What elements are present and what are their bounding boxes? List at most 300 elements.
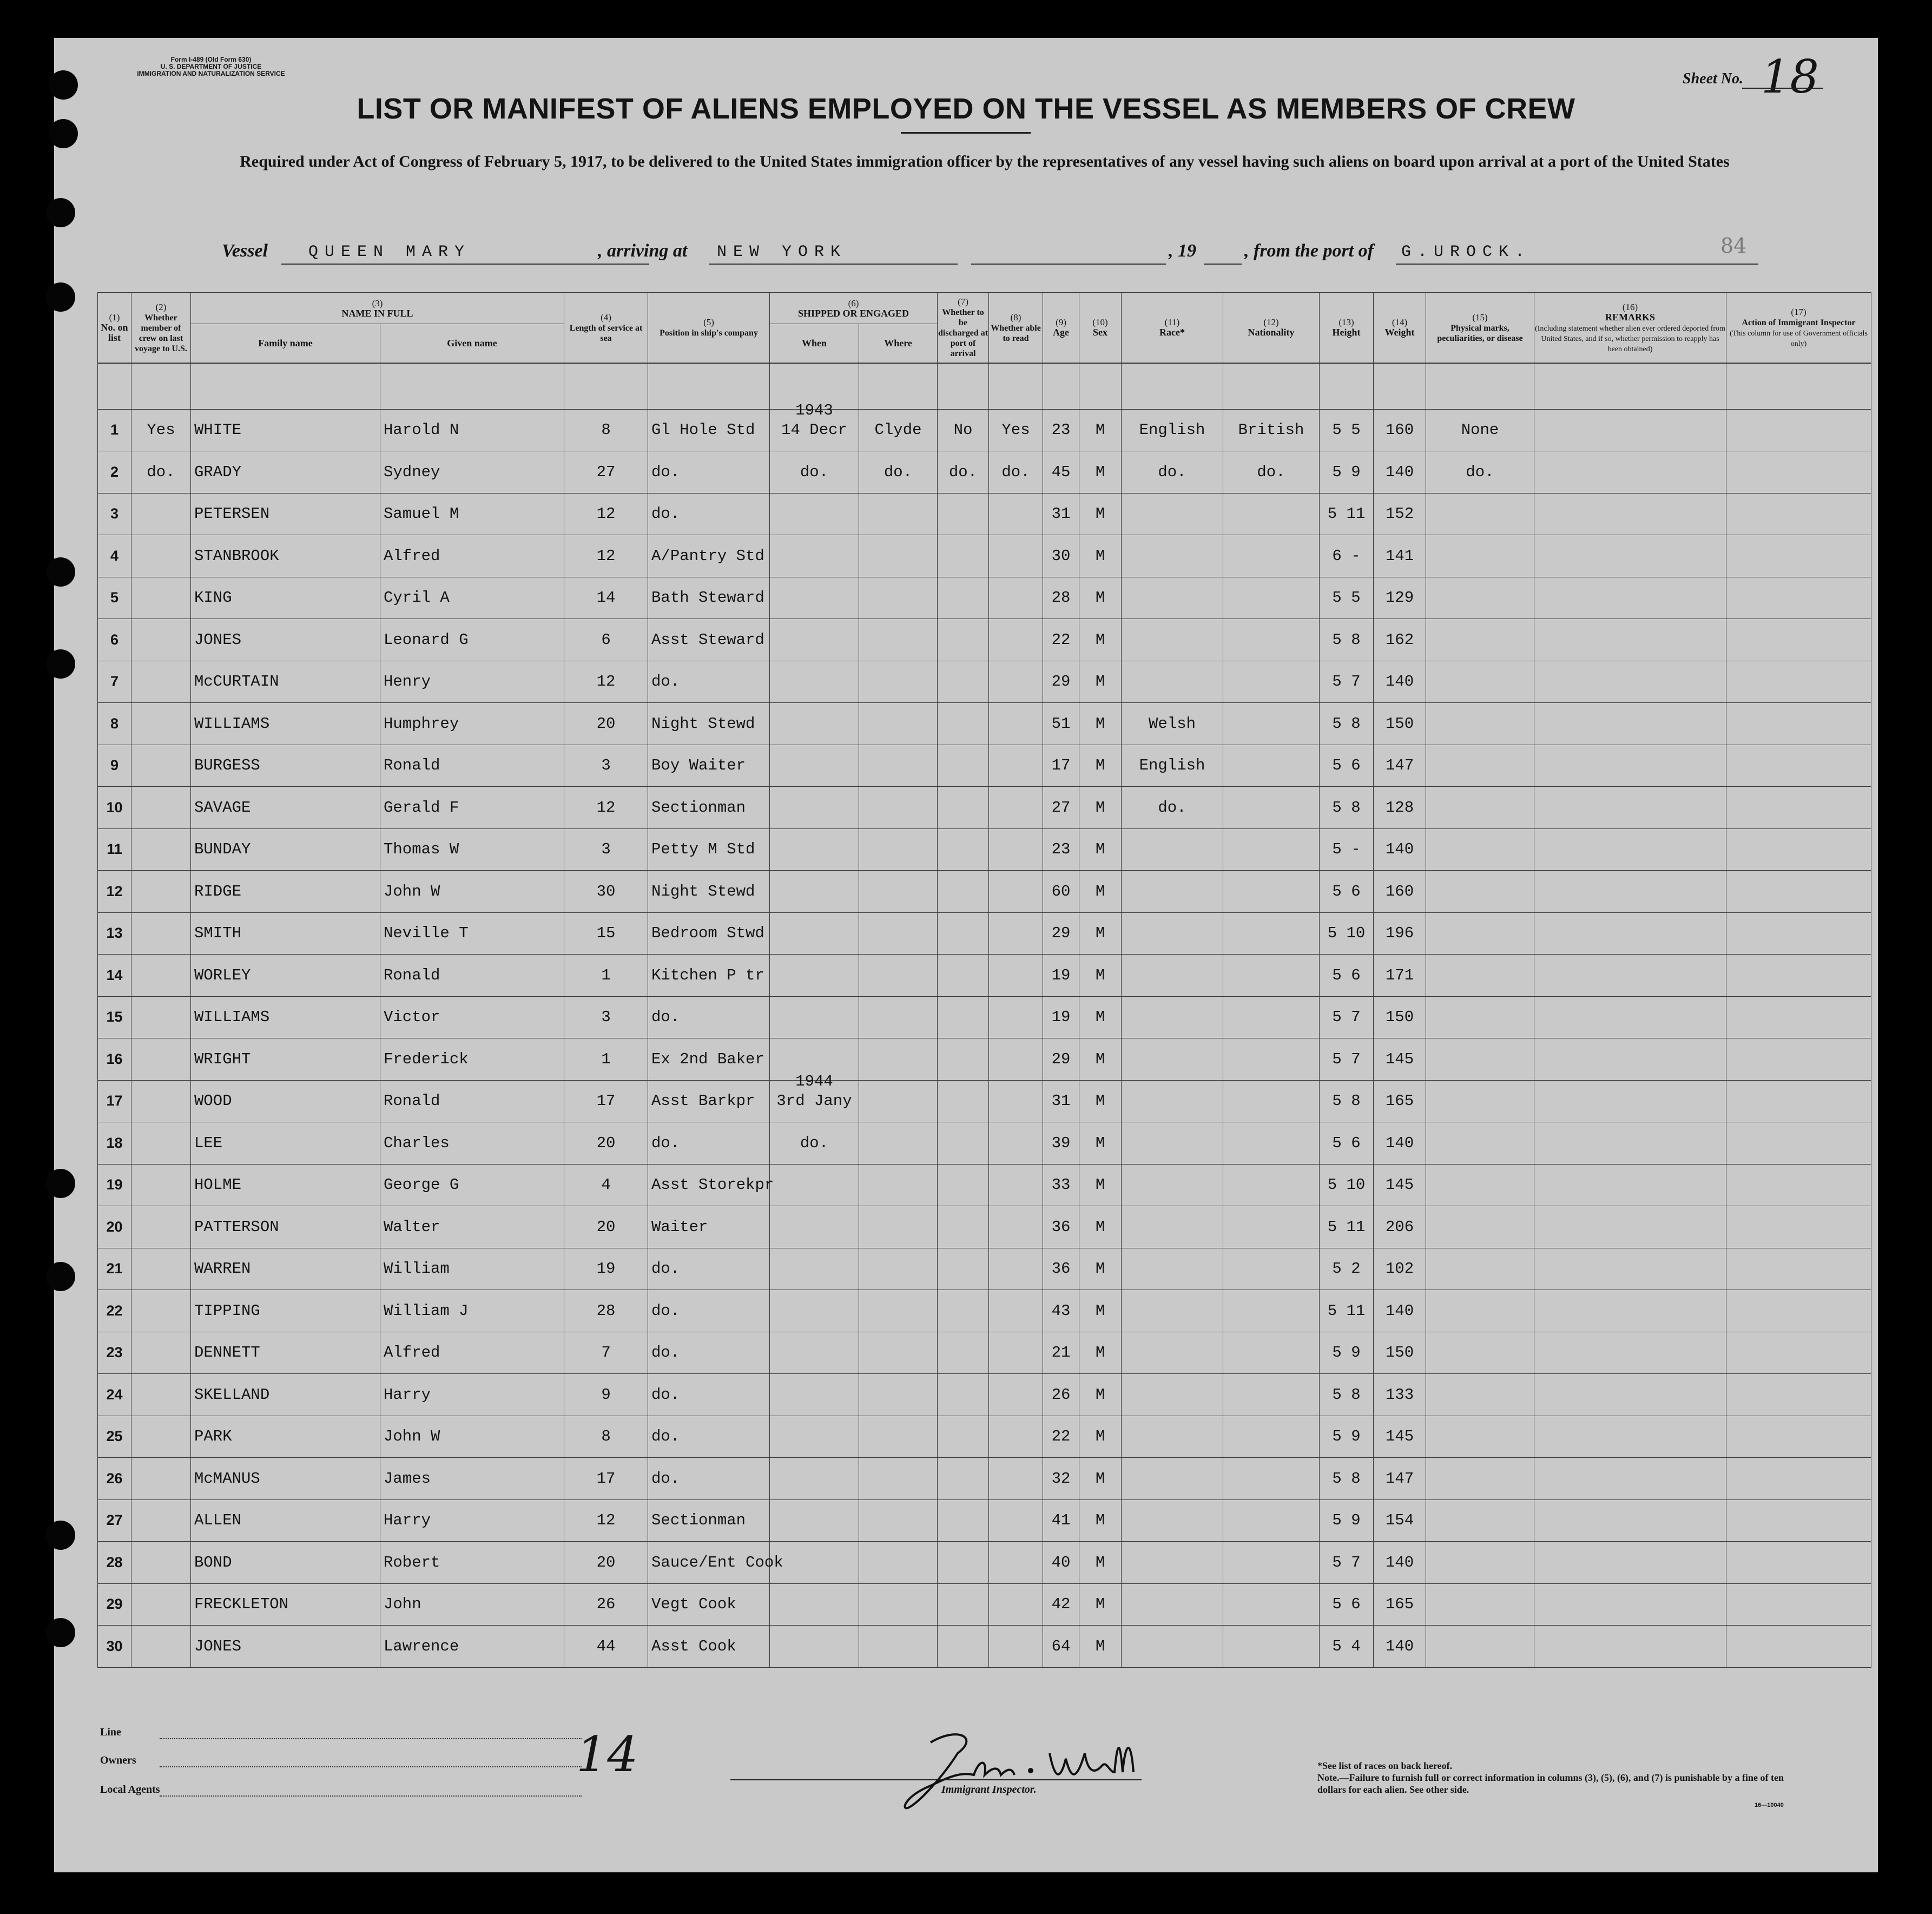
cell-given: Ronald bbox=[380, 745, 564, 787]
cell-where bbox=[859, 912, 938, 955]
cell-nat bbox=[1223, 619, 1320, 661]
cell-read bbox=[989, 703, 1043, 745]
shipped-date: 14 Decr bbox=[781, 420, 847, 439]
cell-read bbox=[989, 1164, 1043, 1206]
cell-family: WHITE bbox=[191, 409, 380, 451]
cell-nat bbox=[1223, 1374, 1320, 1416]
cell-prev bbox=[131, 661, 191, 703]
cell-nat bbox=[1223, 1248, 1320, 1290]
cell-given: John W bbox=[380, 871, 564, 913]
cell-race bbox=[1122, 1374, 1223, 1416]
cell-remarks bbox=[1534, 745, 1726, 787]
cell-family: JONES bbox=[191, 1626, 380, 1668]
cell-action bbox=[1726, 1248, 1871, 1290]
cell-race bbox=[1122, 1583, 1223, 1626]
cell-nat bbox=[1223, 1499, 1320, 1542]
cell-position: Vegt Cook bbox=[648, 1583, 770, 1626]
cell-wt: 162 bbox=[1374, 619, 1426, 661]
cell-sex: M bbox=[1079, 1248, 1122, 1290]
cell-nat bbox=[1223, 493, 1320, 535]
cell-disch bbox=[938, 1206, 989, 1248]
cell-given: Victor bbox=[380, 996, 564, 1038]
inspector-signature bbox=[898, 1721, 1169, 1824]
cell-sex: M bbox=[1079, 955, 1122, 997]
cell-ht: 5 8 bbox=[1320, 1458, 1374, 1500]
cell-given: Humphrey bbox=[380, 703, 564, 745]
cell-age: 43 bbox=[1043, 1290, 1079, 1332]
cell-no: 20 bbox=[98, 1206, 131, 1248]
cell-when bbox=[770, 577, 859, 619]
cell-where bbox=[859, 1458, 938, 1500]
cell-age: 64 bbox=[1043, 1626, 1079, 1668]
cell-race bbox=[1122, 493, 1223, 535]
cell-remarks bbox=[1534, 451, 1726, 494]
cell-family: RIDGE bbox=[191, 871, 380, 913]
table-row bbox=[98, 409, 1871, 451]
cell-no: 24 bbox=[98, 1374, 131, 1416]
cell-service: 12 bbox=[564, 493, 648, 535]
cell-remarks bbox=[1534, 1458, 1726, 1500]
cell-when bbox=[770, 535, 859, 577]
cell-action bbox=[1726, 745, 1871, 787]
cell-race bbox=[1122, 1458, 1223, 1500]
cell-disch bbox=[938, 871, 989, 913]
cell-sex: M bbox=[1079, 871, 1122, 913]
cell-service: 26 bbox=[564, 1583, 648, 1626]
cell-marks bbox=[1426, 1542, 1534, 1584]
cell-age: 27 bbox=[1043, 787, 1079, 829]
cell-no: 6 bbox=[98, 619, 131, 661]
cell-disch: do. bbox=[938, 451, 989, 494]
cell-given: Neville T bbox=[380, 912, 564, 955]
cell-position: Sectionman bbox=[648, 1499, 770, 1542]
cell-age: 33 bbox=[1043, 1164, 1079, 1206]
cell-sex: M bbox=[1079, 493, 1122, 535]
cell-nat bbox=[1223, 1626, 1320, 1668]
cell-sex: M bbox=[1079, 1164, 1122, 1206]
form-code: 16—10040 bbox=[1755, 1802, 1784, 1808]
cell-wt: 160 bbox=[1374, 409, 1426, 451]
cell-remarks bbox=[1534, 1416, 1726, 1458]
cell-prev bbox=[131, 1458, 191, 1500]
cell-prev bbox=[131, 1416, 191, 1458]
cell-given: Leonard G bbox=[380, 619, 564, 661]
cell-when bbox=[770, 401, 859, 451]
cell-remarks bbox=[1534, 1206, 1726, 1248]
cell-race: English bbox=[1122, 409, 1223, 451]
cell-service: 30 bbox=[564, 871, 648, 913]
table-row bbox=[98, 535, 1871, 577]
cell-read bbox=[989, 912, 1043, 955]
cell-race bbox=[1122, 996, 1223, 1038]
cell-disch: No bbox=[938, 409, 989, 451]
binder-hole bbox=[46, 1618, 75, 1647]
table-row bbox=[98, 1248, 1871, 1290]
cell-wt: 145 bbox=[1374, 1038, 1426, 1081]
cell-where bbox=[859, 1038, 938, 1081]
cell-when bbox=[770, 955, 859, 997]
cell-service: 4 bbox=[564, 1164, 648, 1206]
cell-wt: 150 bbox=[1374, 703, 1426, 745]
cell-service: 6 bbox=[564, 619, 648, 661]
cell-marks bbox=[1426, 871, 1534, 913]
header-no-on-list: (1) No. on list bbox=[98, 293, 131, 363]
cell-ht: 5 7 bbox=[1320, 1038, 1374, 1081]
handwritten-tally: 14 bbox=[576, 1726, 638, 1783]
cell-service: 12 bbox=[564, 1499, 648, 1542]
cell-when bbox=[770, 1458, 859, 1500]
title-rule bbox=[901, 132, 1031, 134]
cell-no: 17 bbox=[98, 1080, 131, 1122]
cell-nat bbox=[1223, 535, 1320, 577]
cell-disch bbox=[938, 912, 989, 955]
cell-action bbox=[1726, 1583, 1871, 1626]
cell-prev bbox=[131, 703, 191, 745]
cell-service: 17 bbox=[564, 1458, 648, 1500]
cell-action bbox=[1726, 1374, 1871, 1416]
cell-position: do. bbox=[648, 1332, 770, 1374]
cell-prev bbox=[131, 577, 191, 619]
table-row bbox=[98, 493, 1871, 535]
table-row bbox=[98, 787, 1871, 829]
cell-given: Harry bbox=[380, 1499, 564, 1542]
cell-marks bbox=[1426, 955, 1534, 997]
arriving-underline bbox=[709, 264, 958, 265]
cell-read bbox=[989, 787, 1043, 829]
cell-nat bbox=[1223, 1290, 1320, 1332]
cell-age: 36 bbox=[1043, 1248, 1079, 1290]
cell-read bbox=[989, 1080, 1043, 1122]
cell-service: 44 bbox=[564, 1626, 648, 1668]
cell-no: 12 bbox=[98, 871, 131, 913]
cell-when bbox=[770, 619, 859, 661]
cell-remarks bbox=[1534, 1248, 1726, 1290]
cell-position: do. bbox=[648, 1374, 770, 1416]
cell-nat bbox=[1223, 703, 1320, 745]
cell-marks bbox=[1426, 745, 1534, 787]
cell-where bbox=[859, 1542, 938, 1584]
cell-wt: 140 bbox=[1374, 661, 1426, 703]
cell-no: 23 bbox=[98, 1332, 131, 1374]
cell-race bbox=[1122, 1626, 1223, 1668]
cell-when bbox=[770, 1248, 859, 1290]
cell-wt: 140 bbox=[1374, 1122, 1426, 1165]
cell-sex: M bbox=[1079, 577, 1122, 619]
owners-field bbox=[160, 1766, 582, 1767]
cell-prev bbox=[131, 535, 191, 577]
signature-line bbox=[730, 1779, 1142, 1780]
cell-family: PETERSEN bbox=[191, 493, 380, 535]
cell-action bbox=[1726, 1122, 1871, 1165]
cell-position: Boy Waiter bbox=[648, 745, 770, 787]
cell-prev bbox=[131, 1583, 191, 1626]
cell-where bbox=[859, 1332, 938, 1374]
cell-marks bbox=[1426, 1626, 1534, 1668]
cell-read bbox=[989, 619, 1043, 661]
cell-sex: M bbox=[1079, 1374, 1122, 1416]
cell-given: Alfred bbox=[380, 1332, 564, 1374]
cell-prev bbox=[131, 493, 191, 535]
cell-age: 29 bbox=[1043, 1038, 1079, 1081]
cell-given: Sydney bbox=[380, 451, 564, 494]
cell-prev bbox=[131, 1626, 191, 1668]
cell-no: 30 bbox=[98, 1626, 131, 1668]
cell-service: 17 bbox=[564, 1080, 648, 1122]
cell-where bbox=[859, 661, 938, 703]
cell-given: Charles bbox=[380, 1122, 564, 1165]
cell-sex: M bbox=[1079, 1080, 1122, 1122]
cell-given: Lawrence bbox=[380, 1626, 564, 1668]
crew-rows bbox=[98, 363, 1871, 1668]
cell-where bbox=[859, 1164, 938, 1206]
cell-family: DENNETT bbox=[191, 1332, 380, 1374]
cell-marks bbox=[1426, 1164, 1534, 1206]
cell-race bbox=[1122, 1206, 1223, 1248]
cell-ht: 5 7 bbox=[1320, 661, 1374, 703]
penalty-note: Note.—Failure to furnish full or correct information in columns (3), (5), (6), and (7) is punishable by a fine of ten dollars for each alien. See other side. bbox=[1317, 1772, 1784, 1795]
cell-marks bbox=[1426, 577, 1534, 619]
cell-family: ALLEN bbox=[191, 1499, 380, 1542]
table-row bbox=[98, 1626, 1871, 1668]
cell-marks: None bbox=[1426, 409, 1534, 451]
cell-no: 15 bbox=[98, 996, 131, 1038]
cell-age: 45 bbox=[1043, 451, 1079, 494]
cell-no: 29 bbox=[98, 1583, 131, 1626]
cell-sex: M bbox=[1079, 787, 1122, 829]
binder-hole bbox=[46, 198, 75, 227]
cell-action bbox=[1726, 703, 1871, 745]
header-age: (9) Age bbox=[1043, 293, 1079, 363]
cell-when bbox=[770, 745, 859, 787]
cell-given: Ronald bbox=[380, 955, 564, 997]
cell-disch bbox=[938, 828, 989, 871]
table-row bbox=[98, 828, 1871, 871]
stamp-number: 84 bbox=[1720, 234, 1747, 258]
cell-no: 16 bbox=[98, 1038, 131, 1081]
cell-race: do. bbox=[1122, 451, 1223, 494]
cell-read bbox=[989, 1038, 1043, 1081]
cell-read bbox=[989, 1206, 1043, 1248]
table-row bbox=[98, 1374, 1871, 1416]
cell-ht: 5 6 bbox=[1320, 745, 1374, 787]
binder-hole bbox=[46, 557, 75, 587]
cell-family: BUNDAY bbox=[191, 828, 380, 871]
cell-wt: 140 bbox=[1374, 1542, 1426, 1584]
cell-wt: 140 bbox=[1374, 828, 1426, 871]
cell-wt: 128 bbox=[1374, 787, 1426, 829]
cell-no: 25 bbox=[98, 1416, 131, 1458]
cell-where bbox=[859, 1626, 938, 1668]
cell-action bbox=[1726, 493, 1871, 535]
cell-prev bbox=[131, 1164, 191, 1206]
cell-nat bbox=[1223, 1122, 1320, 1165]
cell-wt: 140 bbox=[1374, 1626, 1426, 1668]
cell-age: 51 bbox=[1043, 703, 1079, 745]
cell-read bbox=[989, 1626, 1043, 1668]
cell-race bbox=[1122, 1542, 1223, 1584]
cell-sex: M bbox=[1079, 1458, 1122, 1500]
cell-nat bbox=[1223, 1080, 1320, 1122]
cell-action bbox=[1726, 1080, 1871, 1122]
cell-nat bbox=[1223, 955, 1320, 997]
shipped-year: 1943 bbox=[795, 401, 833, 419]
cell-marks bbox=[1426, 1038, 1534, 1081]
cell-when bbox=[770, 1164, 859, 1206]
cell-wt: 140 bbox=[1374, 1290, 1426, 1332]
cell-sex: M bbox=[1079, 1206, 1122, 1248]
table-row bbox=[98, 1416, 1871, 1458]
cell-disch bbox=[938, 787, 989, 829]
cell-service: 14 bbox=[564, 577, 648, 619]
cell-read bbox=[989, 955, 1043, 997]
cell-action bbox=[1726, 1290, 1871, 1332]
table-row bbox=[98, 1164, 1871, 1206]
owners-label: Owners bbox=[100, 1754, 136, 1766]
cell-read bbox=[989, 828, 1043, 871]
cell-given: Harry bbox=[380, 1374, 564, 1416]
cell-position: Bath Steward bbox=[648, 577, 770, 619]
service: IMMIGRATION AND NATURALIZATION SERVICE bbox=[137, 70, 285, 77]
cell-nat bbox=[1223, 1542, 1320, 1584]
cell-remarks bbox=[1534, 1332, 1726, 1374]
cell-sex: M bbox=[1079, 1290, 1122, 1332]
header-length-of-service: (4) Length of service at sea bbox=[564, 293, 648, 363]
cell-read bbox=[989, 1542, 1043, 1584]
cell-marks bbox=[1426, 1332, 1534, 1374]
table-row bbox=[98, 1583, 1871, 1626]
cell-marks bbox=[1426, 828, 1534, 871]
cell-position: Asst Barkpr bbox=[648, 1080, 770, 1122]
cell-remarks bbox=[1534, 787, 1726, 829]
cell-when bbox=[770, 1499, 859, 1542]
cell-service: 3 bbox=[564, 996, 648, 1038]
cell-nat bbox=[1223, 1458, 1320, 1500]
cell-action bbox=[1726, 1206, 1871, 1248]
cell-race bbox=[1122, 577, 1223, 619]
cell-age: 60 bbox=[1043, 871, 1079, 913]
cell-position: do. bbox=[648, 661, 770, 703]
cell-marks bbox=[1426, 787, 1534, 829]
cell-race bbox=[1122, 912, 1223, 955]
cell-given: Gerald F bbox=[380, 787, 564, 829]
cell-remarks bbox=[1534, 871, 1726, 913]
cell-sex: M bbox=[1079, 661, 1122, 703]
table-row bbox=[98, 703, 1871, 745]
cell-read bbox=[989, 1374, 1043, 1416]
cell-family: HOLME bbox=[191, 1164, 380, 1206]
cell-no: 19 bbox=[98, 1164, 131, 1206]
cell-no: 3 bbox=[98, 493, 131, 535]
table-row bbox=[98, 745, 1871, 787]
cell-no: 26 bbox=[98, 1458, 131, 1500]
cell-nat bbox=[1223, 1164, 1320, 1206]
table-row bbox=[98, 661, 1871, 703]
cell-given: Robert bbox=[380, 1542, 564, 1584]
cell-nat bbox=[1223, 996, 1320, 1038]
cell-read bbox=[989, 493, 1043, 535]
vessel-name: QUEEN MARY bbox=[308, 243, 471, 261]
cell-family: KING bbox=[191, 577, 380, 619]
cell-no: 5 bbox=[98, 577, 131, 619]
cell-wt: 102 bbox=[1374, 1248, 1426, 1290]
cell-race bbox=[1122, 828, 1223, 871]
cell-service: 20 bbox=[564, 1122, 648, 1165]
cell-action bbox=[1726, 828, 1871, 871]
cell-family: FRECKLETON bbox=[191, 1583, 380, 1626]
cell-race bbox=[1122, 1416, 1223, 1458]
cell-when bbox=[770, 787, 859, 829]
cell-sex: M bbox=[1079, 745, 1122, 787]
cell-remarks bbox=[1534, 577, 1726, 619]
from-port-label: , from the port of bbox=[1244, 241, 1374, 261]
cell-given: Frederick bbox=[380, 1038, 564, 1081]
table-row bbox=[98, 1038, 1871, 1081]
cell-prev bbox=[131, 1080, 191, 1122]
cell-prev bbox=[131, 745, 191, 787]
cell-race: English bbox=[1122, 745, 1223, 787]
cell-age: 32 bbox=[1043, 1458, 1079, 1500]
cell-age: 41 bbox=[1043, 1499, 1079, 1542]
cell-action bbox=[1726, 1332, 1871, 1374]
cell-prev bbox=[131, 1332, 191, 1374]
cell-where bbox=[859, 619, 938, 661]
cell-disch bbox=[938, 955, 989, 997]
cell-service: 3 bbox=[564, 828, 648, 871]
cell-ht: 5 - bbox=[1320, 828, 1374, 871]
cell-race bbox=[1122, 619, 1223, 661]
cell-no: 21 bbox=[98, 1248, 131, 1290]
cell-ht: 5 4 bbox=[1320, 1626, 1374, 1668]
cell-no: 27 bbox=[98, 1499, 131, 1542]
cell-position: do. bbox=[648, 451, 770, 494]
cell-wt: 145 bbox=[1374, 1164, 1426, 1206]
cell-read bbox=[989, 1332, 1043, 1374]
cell-given: Ronald bbox=[380, 1080, 564, 1122]
cell-age: 26 bbox=[1043, 1374, 1079, 1416]
cell-race bbox=[1122, 1122, 1223, 1165]
cell-age: 23 bbox=[1043, 828, 1079, 871]
cell-where bbox=[859, 1080, 938, 1122]
cell-nat bbox=[1223, 912, 1320, 955]
cell-position: Ex 2nd Baker bbox=[648, 1038, 770, 1081]
line-field bbox=[160, 1738, 582, 1739]
cell-sex: M bbox=[1079, 619, 1122, 661]
cell-service: 27 bbox=[564, 451, 648, 494]
cell-remarks bbox=[1534, 619, 1726, 661]
cell-action bbox=[1726, 577, 1871, 619]
sheet-number-label: Sheet No. bbox=[1683, 70, 1743, 87]
cell-action bbox=[1726, 787, 1871, 829]
cell-sex: M bbox=[1079, 1583, 1122, 1626]
header-nationality: (12) Nationality bbox=[1223, 293, 1320, 363]
cell-wt: 150 bbox=[1374, 1332, 1426, 1374]
cell-read bbox=[989, 1122, 1043, 1165]
cell-ht: 5 8 bbox=[1320, 703, 1374, 745]
table-row bbox=[98, 955, 1871, 997]
header-weight: (14) Weight bbox=[1374, 293, 1426, 363]
cell-disch bbox=[938, 996, 989, 1038]
cell-disch bbox=[938, 1416, 989, 1458]
cell-given: George G bbox=[380, 1164, 564, 1206]
cell-read bbox=[989, 1583, 1043, 1626]
cell-when bbox=[770, 1416, 859, 1458]
binder-hole bbox=[46, 282, 75, 312]
cell-remarks bbox=[1534, 1374, 1726, 1416]
cell-where bbox=[859, 871, 938, 913]
cell-no: 4 bbox=[98, 535, 131, 577]
cell-given: Henry bbox=[380, 661, 564, 703]
header-when: When bbox=[770, 324, 859, 363]
